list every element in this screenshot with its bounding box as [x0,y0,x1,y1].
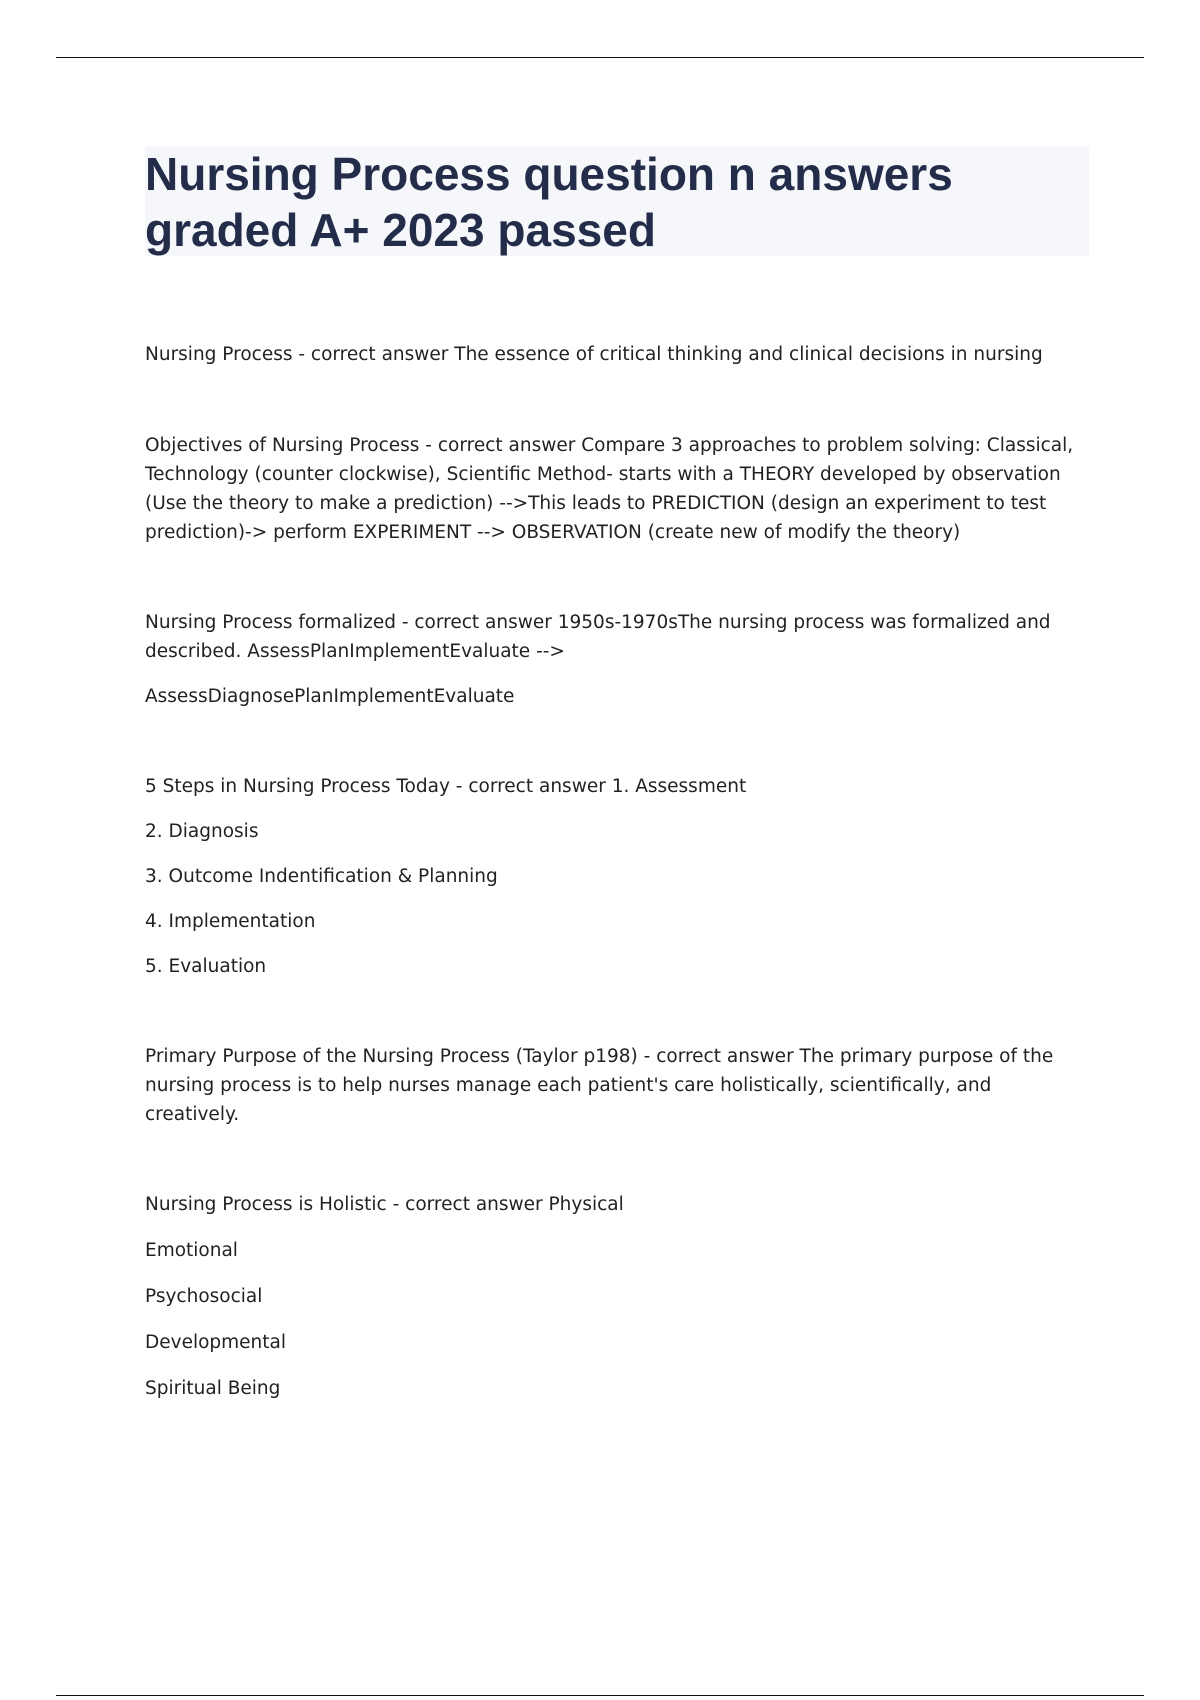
qa-text: Nursing Process formalized - correct answer 1950s-1970sThe nursing process was formalized and described. AssessPlanImplementEvaluate --> [145,612,1051,662]
qa-section [145,1042,1090,1129]
qa-section [145,340,1090,369]
qa-text: 5 Steps in Nursing Process Today - correct answer 1. Assessment [145,776,747,797]
qa-section [145,1190,1090,1403]
list-item: 4. Implementation [145,911,316,932]
qa-text: Nursing Process - correct answer The essence of critical thinking and clinical decisions in nursing [145,344,1043,365]
qa-section [145,431,1090,547]
footer-rule [56,1695,1144,1696]
list-item: Developmental [145,1332,287,1353]
list-item: 3. Outcome Indentification & Planning [145,866,498,887]
qa-section [145,608,1090,711]
qa-text: AssessDiagnosePlanImplementEvaluate [145,686,515,707]
qa-text: Nursing Process is Holistic - correct answer Physical [145,1194,624,1215]
qa-text: Objectives of Nursing Process - correct answer Compare 3 approaches to problem solving: Classical, Technology (counter clockwise), Scientific Method- starts with a THEORY developed by observation (Use the theory to make a prediction) -->This leads to PREDICTION (design an experiment to test prediction)-> perform EXPERIMENT --> OBSERVATION (create new of modify the theory) [145,435,1074,543]
document-body [145,340,1090,1464]
list-item: Emotional [145,1240,238,1261]
qa-section [145,772,1090,981]
document-title: Nursing Process question n answers graded A+ 2023 passed [145,148,953,256]
list-item: 2. Diagnosis [145,821,259,842]
header-rule [56,57,1144,58]
list-item: Spiritual Being [145,1378,281,1399]
qa-text: Primary Purpose of the Nursing Process (Taylor p198) - correct answer The primary purpose of the nursing process is to help nurses manage each patient's care holistically, scientifically, and creatively. [145,1046,1054,1125]
list-item: Psychosocial [145,1286,263,1307]
list-item: 5. Evaluation [145,956,267,977]
